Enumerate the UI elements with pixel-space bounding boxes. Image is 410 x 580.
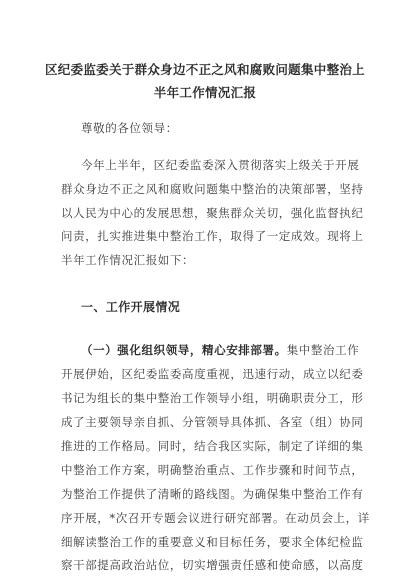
subsection-1-heading: （一）强化组织领导，精心安排部署。 [81,343,287,357]
document-title-line-2: 半年工作情况汇报 [153,85,257,100]
document-title-line-1: 区纪委监委关于群众身边不正之风和腐败问题集中整治上 [44,62,365,77]
body-line-3: 成了主要领导亲自抓、分管领导具体抓、各室（组）协同 [61,415,364,429]
body-line-2: 书记为组长的集中整治工作领导小组，明确职责分工，形 [61,391,364,405]
body-line-4: 推进的工作格局。同时，结合我区实际，制定了详细的集 [61,439,364,453]
subsection-1-first-line [81,342,359,358]
intro-line-3: 以人民为中心的发展思想，聚焦群众关切，强化监督执纪 [61,206,364,220]
intro-line-1: 今年上半年，区纪委监委深入贯彻落实上级关于开展 [81,158,360,172]
body-line-8: 细解读整治工作的重要意义和目标任务，要求全体纪检监 [61,535,364,549]
body-line-6: 为整治工作提供了清晰的路线图。为确保集中整治工作有 [61,487,364,501]
body-line-1: 开展伊始，区纪委监委高度重视，迅速行动，成立以纪委 [61,367,364,381]
intro-line-5: 半年工作情况汇报如下： [61,253,195,267]
salutation: 尊敬的各位领导： [81,121,178,135]
intro-line-2: 群众身边不正之风和腐败问题集中整治的决策部署，坚持 [61,182,364,196]
intro-line-4: 问责，扎实推进集中整治工作，取得了一定成效。现将上 [61,229,364,243]
body-line-5: 中整治工作方案，明确整治重点、工作步骤和时间节点， [61,463,364,477]
subsection-1-first-text: 集中整治工作 [286,343,360,357]
body-line-9: 察干部提高政治站位，切实增强责任感和使命感，以高度 [61,558,364,572]
body-line-7: 序开展，*次召开专题会议进行研究部署。在动员会上，详 [61,511,370,525]
section-heading-1: 一、工作开展情况 [81,300,181,314]
